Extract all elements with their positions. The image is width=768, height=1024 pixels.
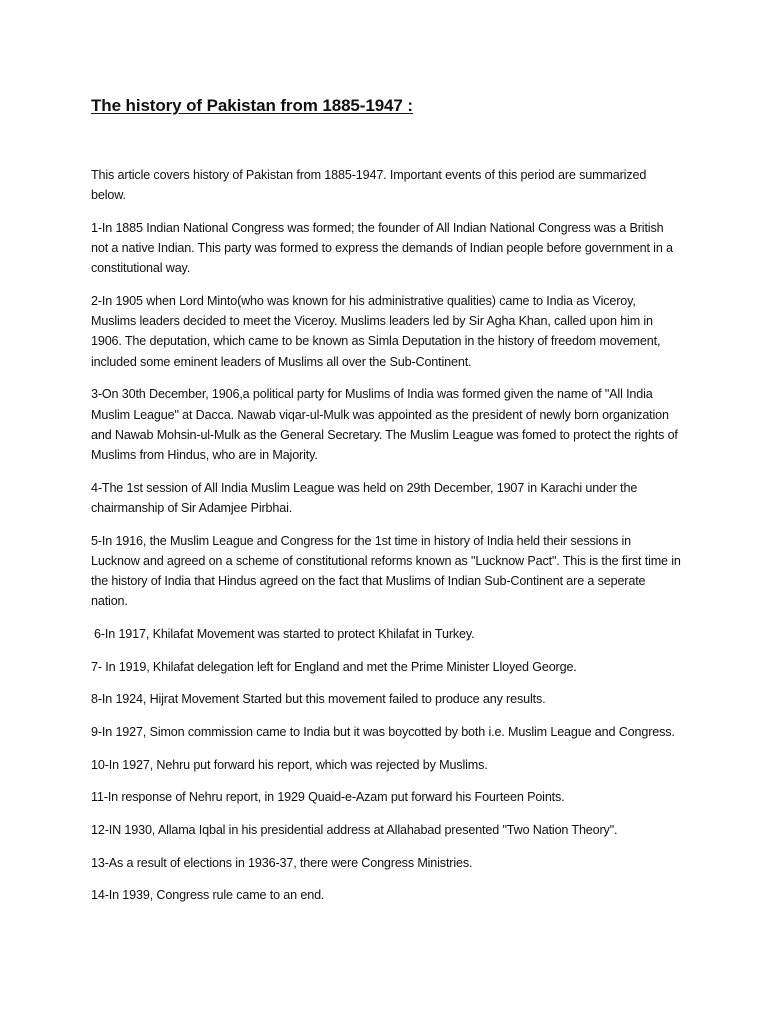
event-paragraph-12: 12-IN 1930, Allama Iqbal in his presidential address at Allahabad presented "Two Nation Theory". <box>91 823 618 838</box>
event-paragraph-4: 4-The 1st session of All India Muslim League was held on 29th December, 1907 in Karachi under the chairmanship of Sir Adamjee Pirbhai. <box>91 480 638 515</box>
event-paragraph-2: 2-In 1905 when Lord Minto(who was known for his administrative qualities) came to India as Viceroy, Muslims leaders decided to meet the Viceroy. Muslims leaders led by Sir Agha Khan, called upon him in 1906. The deputation, which came to be known as Simla Deputation in the history of freedom movement, included some eminent leaders of Muslims all over the Sub-Continent. <box>91 294 661 369</box>
event-paragraph-6: 6-In 1917, Khilafat Movement was started to protect Khilafat in Turkey. <box>94 626 475 641</box>
event-paragraph-1: 1-In 1885 Indian National Congress was formed; the founder of All Indian National Congress was a British not a native Indian. This party was formed to express the demands of Indian people before government in a constitutional way. <box>91 220 673 276</box>
document-body <box>91 165 681 918</box>
event-paragraph-5: 5-In 1916, the Muslim League and Congress for the 1st time in history of India held their sessions in Lucknow and agreed on a scheme of constitutional reforms known as "Lucknow Pact". This is the first time in the history of India that Hindus agreed on the fact that Muslims of Indian Sub-Continent are a seperate nation. <box>91 533 681 609</box>
event-paragraph-9: 9-In 1927, Simon commission came to India but it was boycotted by both i.e. Muslim League and Congress. <box>91 724 675 739</box>
event-paragraph-3: 3-On 30th December, 1906,a political party for Muslims of India was formed given the name of "All India Muslim League" at Dacca. Nawab viqar-ul-Mulk was appointed as the president of newly born organization and Nawab Mohsin-ul-Mulk as the General Secretary. The Muslim League was fomed to protect the rights of Muslims from Hindus, who are in Majority. <box>91 387 678 462</box>
event-paragraph-10: 10-In 1927, Nehru put forward his report, which was rejected by Muslims. <box>91 757 488 772</box>
event-paragraph-14: 14-In 1939, Congress rule came to an end. <box>91 888 325 903</box>
event-paragraph-11: 11-In response of Nehru report, in 1929 Quaid-e-Azam put forward his Fourteen Points. <box>91 790 565 805</box>
event-paragraph-7: 7- In 1919, Khilafat delegation left for England and met the Prime Minister Lloyed George. <box>91 659 577 674</box>
intro-paragraph: This article covers history of Pakistan from 1885-1947. Important events of this period are summarized below. <box>91 168 647 203</box>
document-title: The history of Pakistan from 1885-1947 : <box>91 96 413 115</box>
event-paragraph-13: 13-As a result of elections in 1936-37, there were Congress Ministries. <box>91 855 473 870</box>
event-paragraph-8: 8-In 1924, Hijrat Movement Started but this movement failed to produce any results. <box>91 692 546 707</box>
